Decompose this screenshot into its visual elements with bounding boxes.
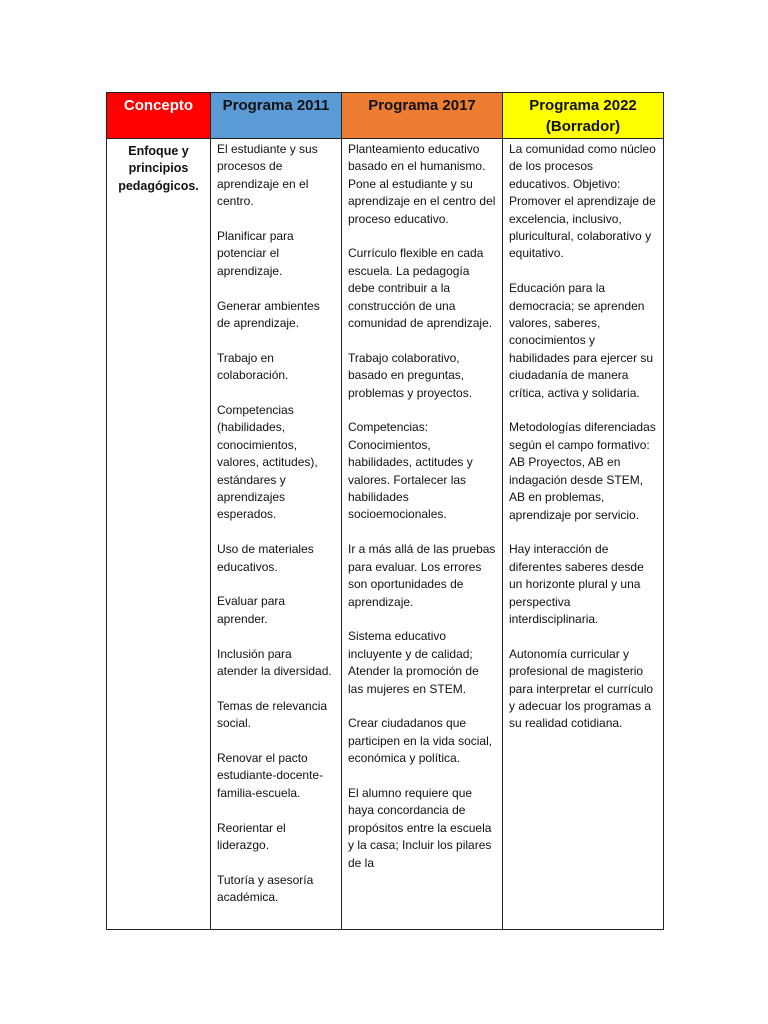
comparison-table	[106, 92, 664, 930]
list-item: Planificar para potenciar el aprendizaje.	[217, 229, 294, 278]
header-concept-label: Concepto	[123, 97, 194, 114]
list-item: Competencias: Conocimientos, habilidades, actitudes y valores. Fortalecer las habilidades socioemocionales.	[348, 420, 473, 522]
concept-cell	[107, 139, 211, 930]
programa-2022-list	[509, 141, 657, 921]
list-item: Generar ambientes de aprendizaje.	[217, 298, 320, 331]
list-item: Temas de relevancia social.	[217, 698, 328, 731]
list-item: Metodologías diferenciadas según el campo formativo: AB Proyectos, AB en indagación desde STEM, AB en problemas, aprendizaje por servicio.	[509, 420, 656, 522]
list-item: Evaluar para aprender.	[217, 594, 286, 626]
list-item: Renovar el pacto estudiante-docente-familia-escuela.	[217, 751, 324, 800]
list-item: Autonomía curricular y profesional de magisterio para interpretar el currículo y adecuar los programas a su realidad cotidiana.	[509, 646, 654, 731]
header-2017-label: Programa 2017	[368, 97, 476, 114]
list-item: Educación para la democracia; se aprenden valores, saberes, conocimientos y habilidades para ejercer su ciudadanía de manera crítica, activa y solidaria.	[509, 281, 654, 400]
programa-2011-cell	[211, 139, 342, 930]
list-item: Reorientar el liderazgo.	[217, 820, 286, 853]
list-item: Inclusión para atender la diversidad.	[217, 646, 332, 679]
programa-2022-cell	[503, 139, 664, 930]
list-item: Ir a más allá de las pruebas para evaluar. Los errores son oportunidades de aprendizaje.	[348, 542, 496, 609]
list-item: El alumno requiere que haya concordancia de propósitos entre la escuela y la casa; Incluir los pilares de la	[348, 785, 492, 870]
header-programa-2017	[342, 93, 503, 139]
list-item: Sistema educativo incluyente y de calidad; Atender la promoción de las mujeres en STEM.	[348, 629, 479, 696]
header-2022-label: Programa 2022	[529, 97, 637, 114]
header-concept	[107, 93, 211, 139]
list-item: Trabajo colaborativo, basado en preguntas, problemas y proyectos.	[348, 350, 473, 400]
comparison-table-container	[106, 92, 662, 930]
programa-2017-cell	[342, 139, 503, 930]
header-2011-label: Programa 2011	[222, 97, 330, 114]
list-item: Planteamiento educativo basado en el humanismo. Pone al estudiante y su aprendizaje en el centro del proceso educativo.	[348, 142, 496, 226]
list-item: El estudiante y sus procesos de aprendizaje en el centro.	[217, 142, 318, 209]
header-row	[107, 93, 664, 139]
list-item: Trabajo en colaboración.	[217, 350, 289, 383]
header-programa-2011	[211, 93, 342, 139]
list-item: Currículo flexible en cada escuela. La pedagogía debe contribuir a la construcción de una comunidad de aprendizaje.	[348, 246, 493, 331]
list-item: Uso de materiales educativos.	[217, 542, 314, 574]
header-2022-sublabel: (Borrador)	[545, 118, 621, 135]
list-item: La comunidad como núcleo de los procesos educativos. Objetivo: Promover el aprendizaje de excelencia, inclusivo, pluricultural, colaborativo y equitativo.	[509, 142, 656, 261]
list-item: Hay interacción de diferentes saberes desde un horizonte plural y una perspectiva interdisciplinaria.	[509, 542, 644, 626]
table-row	[107, 139, 664, 930]
programa-2017-list	[348, 141, 496, 921]
header-programa-2022	[503, 93, 664, 139]
list-item: Crear ciudadanos que participen en la vida social, económica y política.	[348, 716, 493, 766]
list-item: Competencias (habilidades, conocimientos, valores, actitudes), estándares y aprendizajes esperados.	[217, 403, 318, 522]
list-item: Tutoría y asesoría académica.	[217, 872, 314, 905]
concept-text: Enfoque y principios pedagógicos.	[118, 144, 199, 193]
programa-2011-list	[217, 141, 335, 921]
